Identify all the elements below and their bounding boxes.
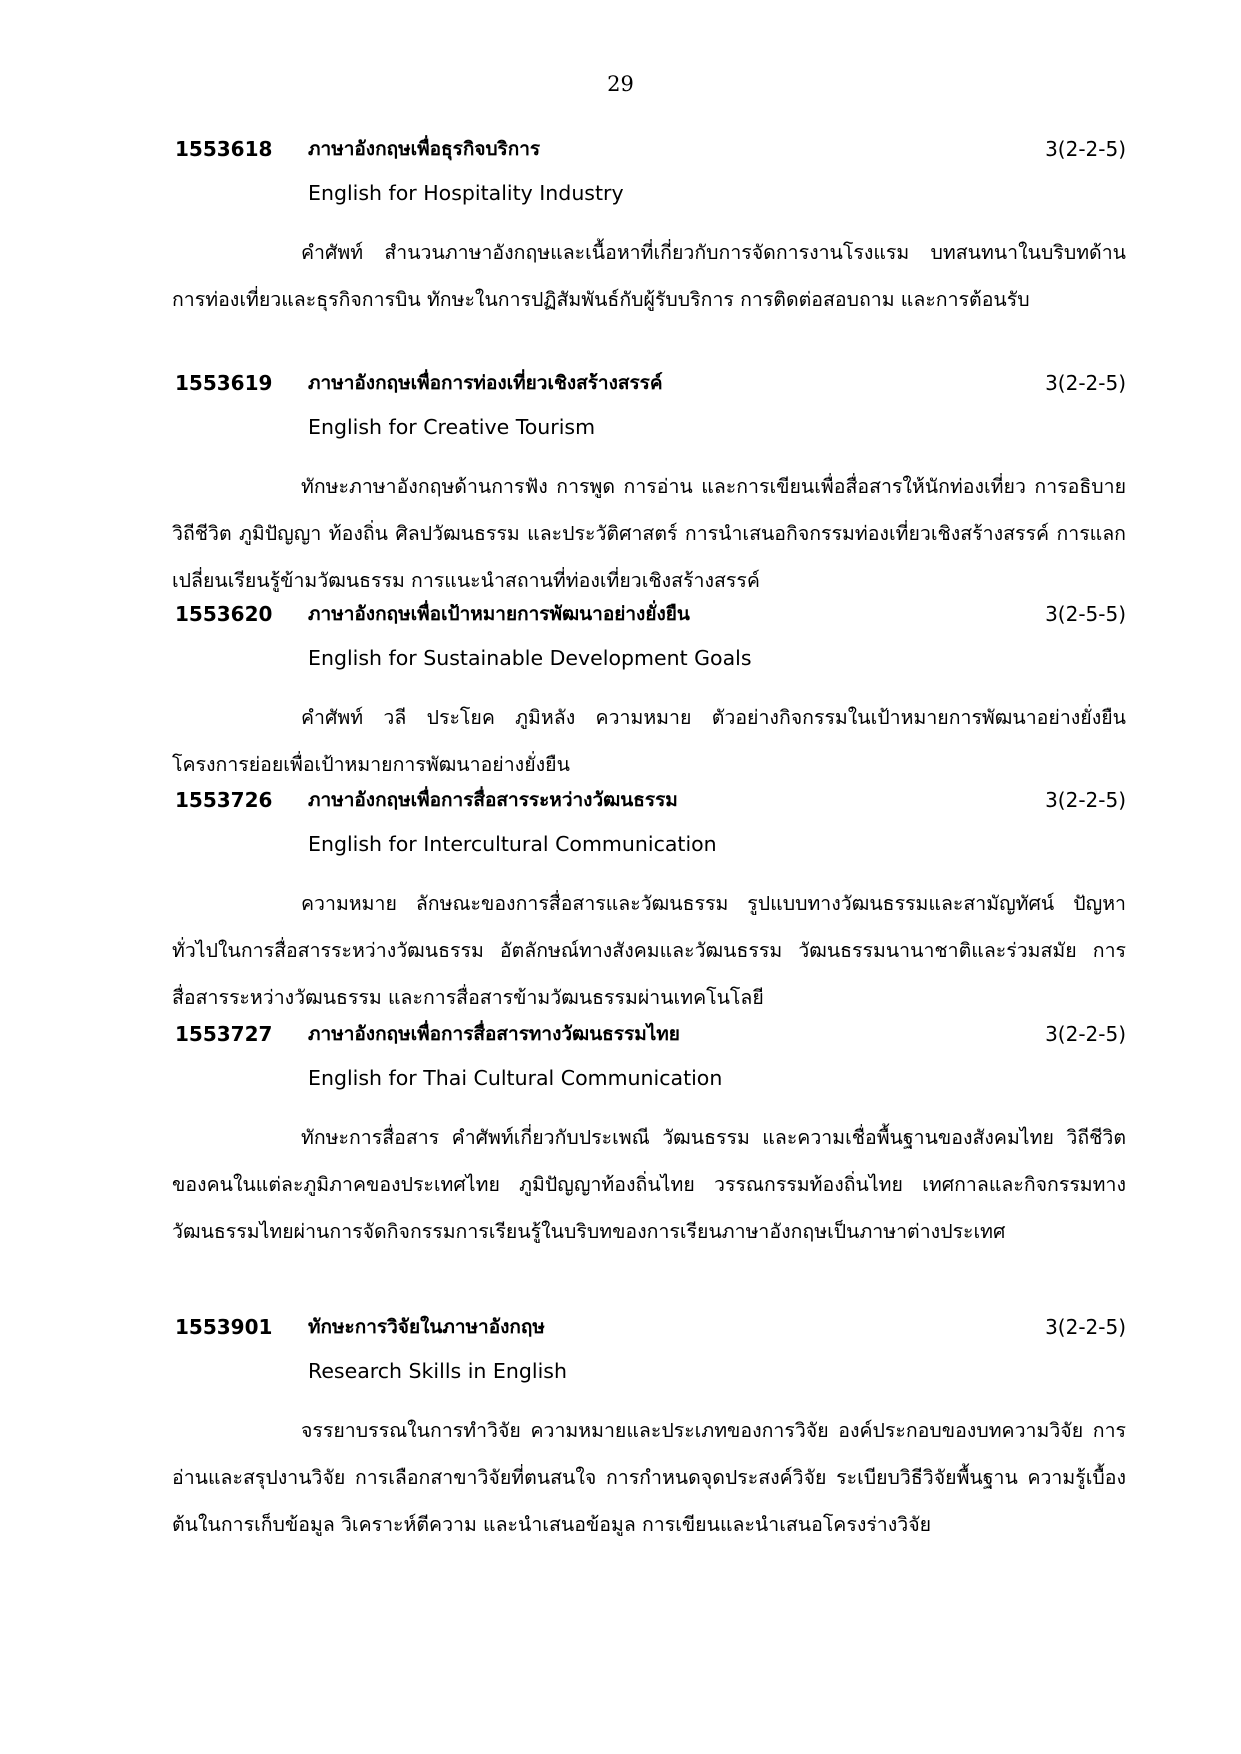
course-code: 1553620 — [175, 602, 273, 626]
course-entry — [0, 368, 1241, 604]
course-description: คำศัพท์ วลี ประโยค ภูมิหลัง ความหมาย ตัวอย่างกิจกรรมในเป้าหมายการพัฒนาอย่างยั่งยืน โครงการย่อยเพื่อเป้าหมายการพัฒนาอย่างยั่งยืน — [172, 706, 1126, 776]
course-description: คำศัพท์ สำนวนภาษาอังกฤษและเนื้อหาที่เกี่ยวกับการจัดการงานโรงแรม บทสนทนาในบริบทด้านการท่องเที่ยวและธุรกิจการบิน ทักษะในการปฏิสัมพันธ์กับผู้รับบริการ การติดต่อสอบถาม และการต้อนรับ — [172, 241, 1126, 311]
course-description: ทักษะการสื่อสาร คำศัพท์เกี่ยวกับประเพณี วัฒนธรรม และความเชื่อพื้นฐานของสังคมไทย วิถีชีวิตของคนในแต่ละภูมิภาคของประเทศไทย ภูมิปัญญาท้องถิ่นไทย วรรณกรรมท้องถิ่นไทย เทศกาลและกิจกรรมทางวัฒนธรรมไทยผ่านการจัดกิจกรรมการเรียนรู้ในบริบทของการเรียนภาษาอังกฤษเป็นภาษาต่างประเทศ — [172, 1126, 1126, 1243]
course-title-thai: ภาษาอังกฤษเพื่อการท่องเที่ยวเชิงสร้างสรรค์ — [308, 372, 663, 394]
course-credits: 3(2-2-5) — [1045, 137, 1126, 161]
course-entry — [0, 134, 1241, 323]
course-title-english: English for Intercultural Communication — [308, 832, 717, 856]
course-title-english: Research Skills in English — [308, 1359, 567, 1383]
course-code: 1553727 — [175, 1022, 273, 1046]
course-title-english: English for Sustainable Development Goals — [308, 646, 752, 670]
course-header — [0, 1019, 1241, 1063]
course-entry — [0, 599, 1241, 788]
course-code: 1553619 — [175, 371, 273, 395]
course-title-english: English for Hospitality Industry — [308, 181, 624, 205]
course-credits: 3(2-2-5) — [1045, 1315, 1126, 1339]
course-entry — [0, 1019, 1241, 1255]
course-code: 1553901 — [175, 1315, 273, 1339]
course-credits: 3(2-2-5) — [1045, 1022, 1126, 1046]
course-title-english: English for Creative Tourism — [308, 415, 596, 439]
course-header — [0, 134, 1241, 178]
course-header — [0, 599, 1241, 643]
course-credits: 3(2-2-5) — [1045, 788, 1126, 812]
course-header — [0, 368, 1241, 412]
course-title-thai: ภาษาอังกฤษเพื่อเป้าหมายการพัฒนาอย่างยั่งยืน — [308, 603, 690, 625]
course-title-thai: ภาษาอังกฤษเพื่อการสื่อสารทางวัฒนธรรมไทย — [308, 1023, 680, 1045]
course-title-thai: ทักษะการวิจัยในภาษาอังกฤษ — [308, 1316, 545, 1338]
course-description: จรรยาบรรณในการทำวิจัย ความหมายและประเภทของการวิจัย องค์ประกอบของบทความวิจัย การอ่านและสรุปงานวิจัย การเลือกสาขาวิจัยที่ตนสนใจ การกำหนดจุดประสงค์วิจัย ระเบียบวิธีวิจัยพื้นฐาน ความรู้เบื้องต้นในการเก็บข้อมูล วิเคราะห์ตีความ และนำเสนอข้อมูล การเขียนและนำเสนอโครงร่างวิจัย — [172, 1419, 1126, 1536]
course-title-english: English for Thai Cultural Communication — [308, 1066, 723, 1090]
course-entry — [0, 1312, 1241, 1548]
course-header — [0, 785, 1241, 829]
course-code: 1553618 — [175, 137, 273, 161]
course-title-thai: ภาษาอังกฤษเพื่อการสื่อสารระหว่างวัฒนธรรม — [308, 789, 678, 811]
course-code: 1553726 — [175, 788, 273, 812]
course-entry — [0, 785, 1241, 1021]
course-credits: 3(2-5-5) — [1045, 602, 1126, 626]
course-description: ทักษะภาษาอังกฤษด้านการฟัง การพูด การอ่าน และการเขียนเพื่อสื่อสารให้นักท่องเที่ยว การอธิบายวิถีชีวิต ภูมิปัญญา ท้องถิ่น ศิลปวัฒนธรรม และประวัติศาสตร์ การนำเสนอกิจกรรมท่องเที่ยวเชิงสร้างสรรค์ การแลกเปลี่ยนเรียนรู้ข้ามวัฒนธรรม การแนะนำสถานที่ท่องเที่ยวเชิงสร้างสรรค์ — [172, 475, 1126, 592]
course-description: ความหมาย ลักษณะของการสื่อสารและวัฒนธรรม รูปแบบทางวัฒนธรรมและสามัญทัศน์ ปัญหาทั่วไปในการสื่อสารระหว่างวัฒนธรรม อัตลักษณ์ทางสังคมและวัฒนธรรม วัฒนธรรมนานาชาติและร่วมสมัย การสื่อสารระหว่างวัฒนธรรม และการสื่อสารข้ามวัฒนธรรมผ่านเทคโนโลยี — [172, 892, 1126, 1009]
course-title-thai: ภาษาอังกฤษเพื่อธุรกิจบริการ — [308, 138, 541, 160]
page-number: 29 — [607, 72, 634, 96]
course-credits: 3(2-2-5) — [1045, 371, 1126, 395]
course-header — [0, 1312, 1241, 1356]
